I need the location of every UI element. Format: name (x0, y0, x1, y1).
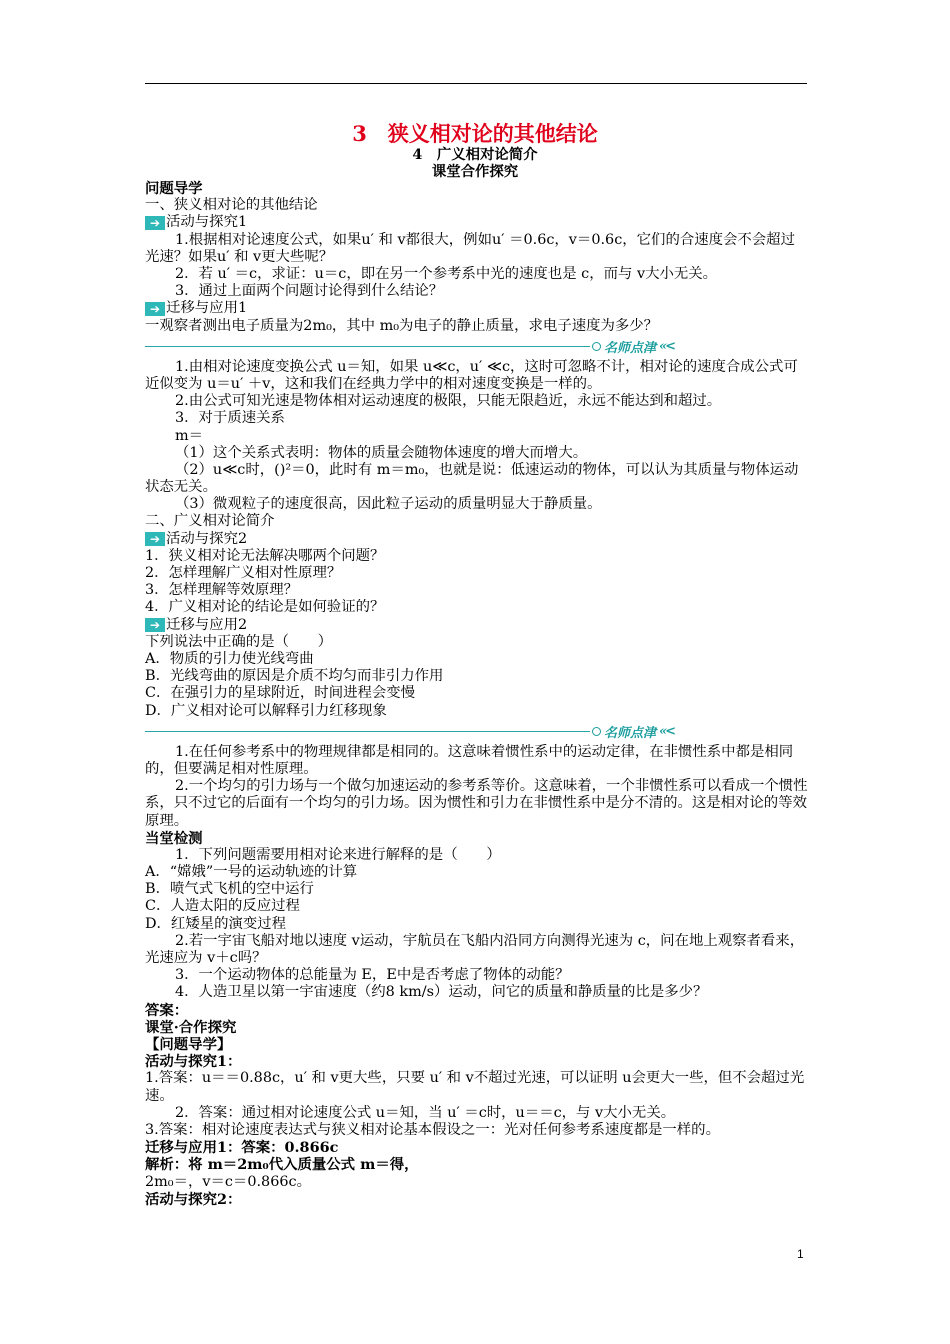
document-subtitle: 4 广义相对论简介 (412, 146, 538, 163)
text-line: C．在强引力的星球附近，时间进程会变慢 (145, 685, 416, 702)
bold-line: 问题导学 (145, 180, 203, 197)
text-line: B．光线弯曲的原因是介质不均匀而非引力作用 (145, 668, 444, 685)
activity-label: 活动与探究2 (166, 530, 248, 547)
bold-line: 活动与探究2： (145, 1190, 242, 1208)
separator-line (145, 731, 590, 732)
badge-label: 名师点津 (604, 726, 657, 742)
text-line: 1．狭义相对论无法解决哪两个问题？ (145, 547, 385, 564)
text-line: 4．人造卫星以第一宇宙速度（约8 km/s）运动，问它的质量和静质量的比是多少？ (175, 984, 708, 1001)
text-line: 3.答案：相对论速度表达式与狭义相对论基本假设之一：光对任何参考系速度都是一样的。 (145, 1121, 720, 1138)
text-line: 2．若 u′ ＝c，求证：u＝c，即在另一个参考系中光的速度也是 c，而与 v大小无关。 (175, 265, 718, 282)
text-line: 2m₀＝，v＝c＝0.866c。 (145, 1173, 311, 1190)
text-line: 一、狭义相对论的其他结论 (145, 197, 318, 214)
text-line: （3）微观粒子的速度很高，因此粒子运动的质量明显大于静质量。 (175, 496, 602, 513)
activity-label: 活动与探究1 (166, 214, 248, 231)
text-line: 4．广义相对论的结论是如何验证的？ (145, 599, 385, 616)
section-separator (0, 337, 950, 357)
activity-heading (145, 214, 809, 231)
document-body (145, 180, 809, 1208)
text-line: 3．通过上面两个问题讨论得到什么结论？ (175, 283, 444, 300)
text-line: 下列说法中正确的是（ ） (145, 633, 333, 650)
text-line: 1.由相对论速度变换公式 u＝知，如果 u≪c，u′ ≪c，这时可忽略不计，相对论的速度合成公式可近似变为 u＝u′ ＋v，这和我们在经典力学中的相对速度变换是一样的。 (145, 358, 798, 392)
double-chevron-icon: «< (659, 724, 675, 740)
bold-line: 答案： (145, 1001, 189, 1019)
text-line: 2.若一宇宙飞船对地以速度 v运动，宇航员在飞船内沿同方向测得光速为 c，问在地上观察者看来，光速应为 v＋c吗？ (145, 932, 805, 967)
text-line: B．喷气式飞机的空中运行 (145, 881, 314, 898)
header-rule (145, 83, 807, 84)
activity-heading (145, 617, 809, 634)
text-line: 1.根据相对论速度公式，如果u′ 和 v都很大，例如u′ ＝0.6c，v＝0.6c，它们的合速度会不会超过光速？如果u′ 和 v更大些呢？ (145, 231, 795, 265)
text-line: 一观察者测出电子质量为2m₀，其中 m₀为电子的静止质量，求电子速度为多少？ (145, 317, 659, 334)
text-line: （2）u≪c时，()²＝0，此时有 m＝m₀，也就是说：低速运动的物体，可以认为其质量与物体运动状态无关。 (145, 461, 799, 496)
circle-icon (592, 727, 601, 736)
arrow-right-icon: ➔ (145, 302, 165, 316)
text-line: D．红矮星的演变过程 (145, 915, 287, 932)
section-heading: 课堂合作探究 (431, 163, 519, 180)
text-line: C．人造太阳的反应过程 (145, 898, 300, 915)
badge-label: 名师点津 (604, 341, 657, 357)
text-line: 1.答案：u＝＝0.88c，u′ 和 v更大些，只要 u′ 和 v不超过光速，可以证明 u会更大一些，但不会超过光速。 (145, 1070, 805, 1104)
text-line: 2．答案：通过相对论速度公式 u＝知，当 u′ ＝c时，u＝＝c，与 v大小无关。 (175, 1104, 676, 1121)
activity-heading (145, 300, 809, 317)
activity-heading (145, 531, 809, 548)
bold-line: 课堂·合作探究 (145, 1018, 237, 1036)
text-line: 2．怎样理解广义相对性原理？ (145, 565, 342, 582)
page-number: 1 (797, 1247, 804, 1261)
arrow-right-icon: ➔ (145, 216, 165, 230)
text-line: A．“嫦娥”一号的运动轨迹的计算 (145, 864, 358, 881)
teacher-tip-badge (592, 722, 674, 742)
activity-label: 迁移与应用1 (166, 300, 248, 317)
text-line: 1.在任何参考系中的物理规律都是相同的。这意味着惯性系中的运动定律，在非惯性系中都是相同的，但要满足相对性原理。 (145, 743, 794, 777)
text-line: 1．下列问题需要用相对论来进行解释的是（ ） (175, 846, 501, 863)
activity-label: 迁移与应用2 (166, 616, 248, 633)
circle-icon (592, 342, 601, 351)
text-line: D．广义相对论可以解释引力红移现象 (145, 702, 387, 719)
bold-line: 迁移与应用1：答案：0.866c (145, 1139, 339, 1157)
document-title: 3 狭义相对论的其他结论 (352, 121, 598, 146)
double-chevron-icon: «< (659, 339, 675, 355)
separator-line (145, 346, 590, 347)
bold-line: 活动与探究1： (145, 1053, 242, 1071)
arrow-right-icon: ➔ (145, 618, 165, 632)
text-line: 3．对于质速关系 (175, 410, 285, 427)
bold-line: 当堂检测 (145, 829, 203, 847)
section-separator (0, 722, 950, 742)
text-line: （1）这个关系式表明：物体的质量会随物体速度的增大而增大。 (175, 444, 588, 461)
text-line: A．物质的引力使光线弯曲 (145, 650, 314, 667)
bold-line: 【问题导学】 (145, 1036, 232, 1054)
text-line: 2.一个均匀的引力场与一个做匀加速运动的参考系等价。这意味着，一个非惯性系可以看成一个惯性系，只不过它的后面有一个均匀的引力场。因为惯性和引力在非惯性系中是分不清的。这是相对论的等效原理。 (145, 778, 808, 829)
text-line: 2.由公式可知光速是物体相对运动速度的极限，只能无限趋近，永远不能达到和超过。 (175, 393, 722, 410)
text-line: 3．怎样理解等效原理？ (145, 582, 299, 599)
teacher-tip-badge (592, 337, 674, 357)
text-line: 3．一个运动物体的总能量为 E，E中是否考虑了物体的动能？ (175, 967, 570, 984)
arrow-right-icon: ➔ (145, 532, 165, 546)
text-line: m＝ (175, 427, 204, 444)
bold-line: 解析：将 m＝2m₀代入质量公式 m＝得， (145, 1156, 419, 1174)
text-line: 二、广义相对论简介 (145, 513, 275, 530)
